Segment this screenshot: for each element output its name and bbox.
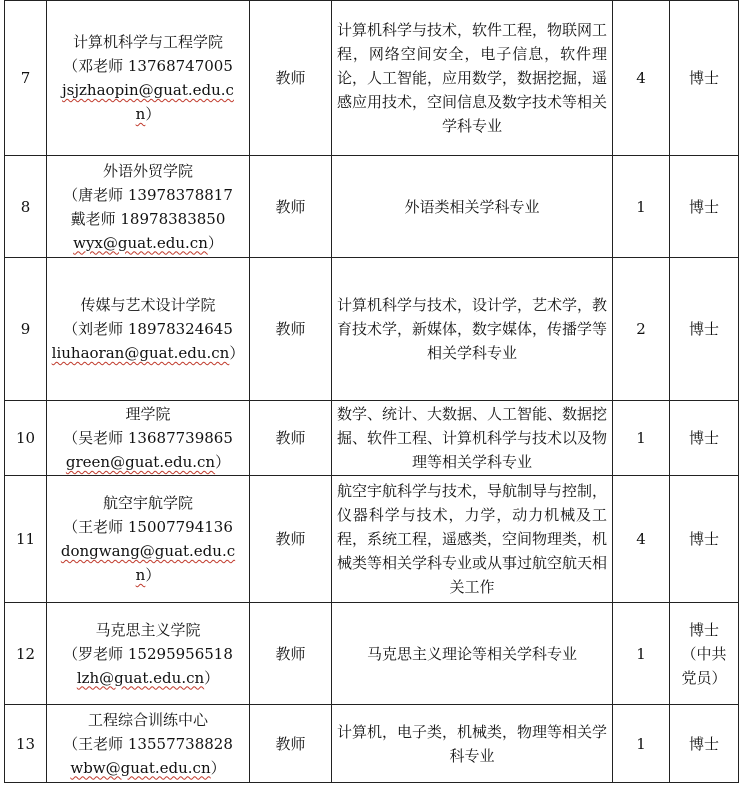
table-row xyxy=(5,476,739,603)
degree-cell: 博士 xyxy=(670,401,739,476)
row-number: 12 xyxy=(5,603,47,705)
position-cell: 教师 xyxy=(250,401,332,476)
unit-name: 传媒与艺术设计学院 xyxy=(80,296,216,314)
row-number: 7 xyxy=(5,1,47,156)
contact-close: ） xyxy=(229,344,245,362)
contact-close: ） xyxy=(215,453,231,471)
contact-email[interactable]: green@guat.edu.cn xyxy=(65,453,216,471)
count-cell: 4 xyxy=(613,476,670,603)
contact-email[interactable]: wyx@guat.edu.cn xyxy=(73,233,208,252)
major-cell: 马克思主义理论等相关学科专业 xyxy=(332,603,613,705)
table-row xyxy=(5,156,739,258)
unit-name: 航空宇航学院 xyxy=(102,494,193,512)
contact-teacher-2: 戴老师 18978383850 xyxy=(70,209,226,228)
major-cell: 计算机科学与技术，软件工程，物联网工程，网络空间安全，电子信息，软件理论，人工智能，应用数学，数据挖掘，遥感应用技术，空间信息及数字技术等相关学科专业 xyxy=(332,1,613,156)
count-cell: 2 xyxy=(613,258,670,401)
contact-teacher: （唐老师 13978378817 xyxy=(63,185,233,204)
contact-close: ） xyxy=(210,758,226,777)
degree-cell: 博士 xyxy=(670,258,739,401)
row-number: 8 xyxy=(5,156,47,258)
contact-email[interactable]: lzh@guat.edu.cn xyxy=(76,668,205,687)
contact-email[interactable]: wbw@guat.edu.cn xyxy=(70,758,211,777)
row-number: 11 xyxy=(5,476,47,603)
degree-cell: 博士 xyxy=(670,1,739,156)
position-cell: 教师 xyxy=(250,603,332,705)
table-row xyxy=(5,705,739,783)
contact-teacher: （刘老师 18978324645 xyxy=(63,320,233,338)
table-body xyxy=(5,1,739,783)
table-row xyxy=(5,1,739,156)
major-cell: 数学、统计、大数据、人工智能、数据挖掘、软件工程、计算机科学与技术以及物理等相关学科专业 xyxy=(332,401,613,476)
contact-teacher: （邓老师 13768747005 xyxy=(63,57,233,75)
degree-cell: 博士 xyxy=(670,156,739,258)
contact-teacher: （吴老师 13687739865 xyxy=(63,429,233,447)
unit-cell xyxy=(47,156,250,258)
unit-name: 理学院 xyxy=(125,405,171,423)
contact-email[interactable]: liuhaoran@guat.edu.cn xyxy=(51,344,230,362)
degree-cell: 博士 xyxy=(670,476,739,603)
unit-name: 外语外贸学院 xyxy=(102,161,193,180)
count-cell: 1 xyxy=(613,401,670,476)
major-cell: 计算机，电子类，机械类，物理等相关学科专业 xyxy=(332,705,613,783)
unit-cell xyxy=(47,401,250,476)
unit-cell xyxy=(47,476,250,603)
contact-close: ） xyxy=(204,668,220,687)
table-row xyxy=(5,401,739,476)
unit-cell xyxy=(47,603,250,705)
position-cell: 教师 xyxy=(250,156,332,258)
unit-cell xyxy=(47,258,250,401)
unit-name: 计算机科学与工程学院 xyxy=(72,33,223,51)
unit-cell xyxy=(47,705,250,783)
degree-cell: 博士（中共党员） xyxy=(670,603,739,705)
unit-cell xyxy=(47,1,250,156)
position-cell: 教师 xyxy=(250,705,332,783)
row-number: 10 xyxy=(5,401,47,476)
position-cell: 教师 xyxy=(250,476,332,603)
table-row xyxy=(5,258,739,401)
contact-email[interactable]: jsjzhaopin@guat.edu.cn xyxy=(62,81,234,123)
count-cell: 1 xyxy=(613,156,670,258)
row-number: 13 xyxy=(5,705,47,783)
position-cell: 教师 xyxy=(250,258,332,401)
contact-teacher: （罗老师 15295956518 xyxy=(63,644,233,663)
recruitment-table xyxy=(4,0,739,783)
row-number: 9 xyxy=(5,258,47,401)
unit-name: 工程综合训练中心 xyxy=(87,710,208,729)
major-cell: 计算机科学与技术，设计学，艺术学，教育技术学，新媒体，数字媒体，传播学等相关学科专业 xyxy=(332,258,613,401)
count-cell: 1 xyxy=(613,603,670,705)
table-row xyxy=(5,603,739,705)
contact-email[interactable]: dongwang@guat.edu.cn xyxy=(60,542,236,584)
count-cell: 1 xyxy=(613,705,670,783)
count-cell: 4 xyxy=(613,1,670,156)
contact-close: ） xyxy=(145,105,161,123)
position-cell: 教师 xyxy=(250,1,332,156)
contact-close: ） xyxy=(207,233,223,252)
contact-close: ） xyxy=(145,566,161,584)
contact-teacher: （王老师 13557738828 xyxy=(63,734,233,753)
major-cell: 航空宇航科学与技术，导航制导与控制，仪器科学与技术，力学，动力机械及工程，系统工程，遥感类，空间物理类，机械类等相关学科专业或从事过航空航天相关工作 xyxy=(332,476,613,603)
contact-teacher: （王老师 15007794136 xyxy=(63,518,233,536)
degree-cell: 博士 xyxy=(670,705,739,783)
major-cell: 外语类相关学科专业 xyxy=(332,156,613,258)
unit-name: 马克思主义学院 xyxy=(95,620,201,639)
